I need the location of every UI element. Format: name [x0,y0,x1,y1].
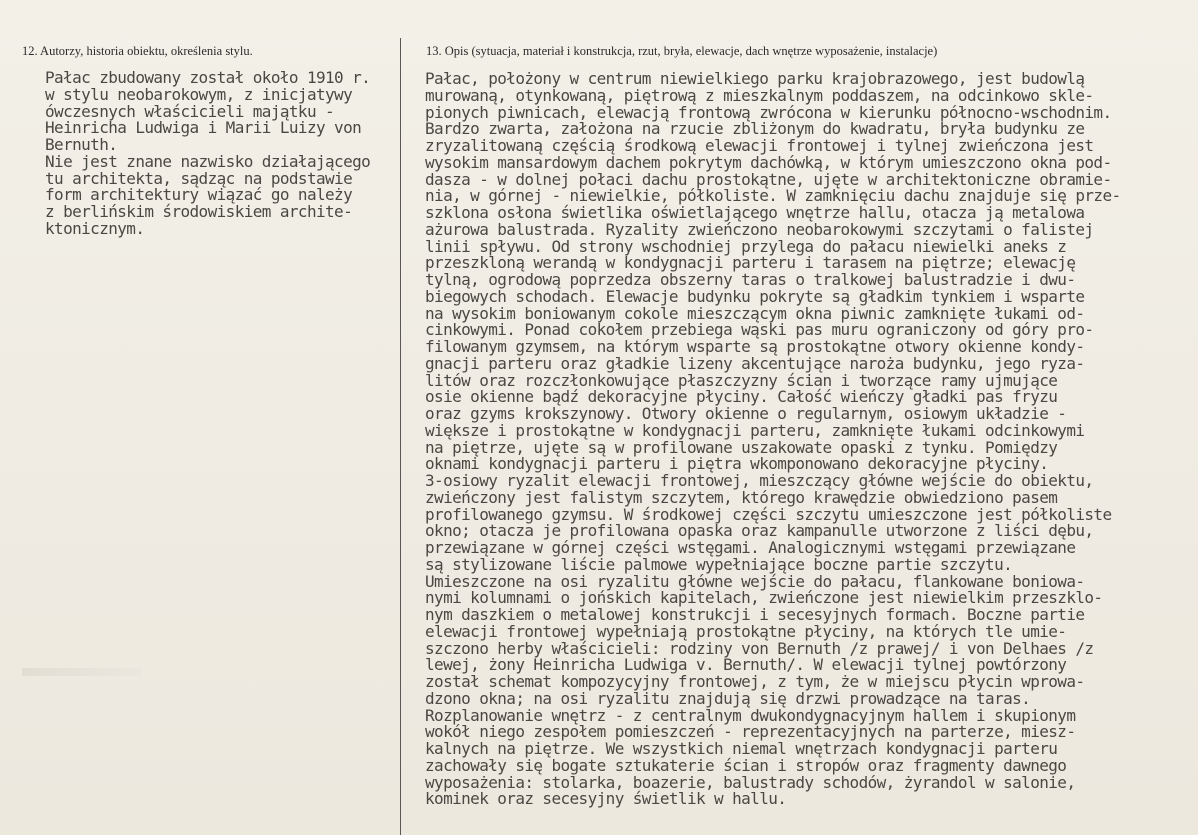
text-line: wokół niego zespołem pomieszczeń - reprezentacyjnych na parterze, miesz- [425,722,1076,742]
text-line: Pałac, położony w centrum niewielkiego parku krajobrazowego, jest budowlą [425,69,1085,88]
text-line: Rozplanowanie wnętrz - z centralnym dwukondygnacyjnym hallem i skupionym [425,705,1076,725]
text-line: osie okienne bądź dekoracyjne płyciny. Całość wieńczy gładki pas fryzu [425,387,1058,407]
text-line: z berlińskim środowiskiem archite- [45,202,353,221]
text-line: Umieszczone na osi ryzalitu główne wejście do pałacu, flankowane boniowa- [425,571,1085,591]
text-line: na piętrze, ujęte są w profilowane uszakowate opaski z tynku. Pomiędzy [425,437,1058,457]
text-line: lewej, żony Heinricha Ludwiga v. Bernuth/. W elewacji tylnej powtórzony [425,655,1067,675]
text-line: zryzalitowaną częścią środkową elewacji frontowej i tylnej zwieńczona jest [425,136,1094,155]
text-line: elewacji frontowej wypełniają prostokątne płyciny, na których tle umie- [425,621,1067,641]
text-line: filowanym gzymsem, na którym wsparte są prostokątne otwory okienne kondy- [425,337,1085,356]
text-line: gnacji parteru oraz gładkie lizeny akcentujące naroża budynku, jego ryza- [425,353,1085,373]
text-line: okno; otacza je profilowana opaska oraz kampanulle utworzone z liści dębu, [425,521,1094,541]
text-line: nymi kolumnami o jońskich kapitelach, zwieńczone jest niewielkim przeszklo- [425,588,1103,608]
text-line: nym daszkiem o metalowej konstrukcji i secesyjnych formach. Boczne partie [425,605,1085,624]
text-line: są stylizowane liście palmowe wypełniające boczne partie szczytu. [425,554,1013,574]
text-line: szczono herby właścicieli: rodziny von Bernuth /z prawej/ i von Delhaes /z [425,638,1094,658]
text-line: przeszkloną werandą w kondygnacji parteru i tarasem na piętrze; elewację [425,253,1076,273]
text-line: ktonicznym. [45,218,145,238]
text-line: Nie jest znane nazwisko działającego [45,151,371,171]
text-line: Bernuth. [45,135,118,154]
text-line: Pałac zbudowany został około 1910 r. [45,68,371,87]
text-line: przewiązane w górnej części wstęgami. Analogicznymi wstęgami przewiązane [425,538,1076,557]
text-line: pionych piwnicach, elewacją frontową zwrócona w kierunku północno-wschodnim. [425,102,1112,122]
text-line: tu architekta, sądząc na podstawie [45,168,353,188]
text-line: zachowały się bogate sztukaterie ścian i stropów oraz fragmenty dawnego [425,755,1067,775]
text-line: dzono okna; na osi ryzalitu znajdują się drzwi prowadzące na taras. [425,688,1031,708]
text-line: Bardzo zwarta, założona na rzucie zbliżonym do kwadratu, bryła budynku ze [425,119,1085,139]
faint-bleed-through-mark [22,668,142,676]
text-line: zwieńczony jest falistym szczytem, którego krawędzie obwiedziono pasem [425,487,1058,507]
text-line: 3-osiowy ryzalit elewacji frontowej, mieszczący główne wejście do obiektu, [425,471,1094,490]
text-line: kalnych na piętrze. We wszystkich niemal wnętrzach kondygnacji parteru [425,739,1058,758]
text-line: w stylu neobarokowym, z inicjatywy [45,84,353,104]
text-line: murowaną, otynkowaną, piętrową z mieszkalnym poddaszem, na odcinkowo skle- [425,85,1094,105]
text-line: linii spływu. Od strony wschodniej przylega do pałacu niewielki aneks z [425,236,1067,256]
text-line: na wysokim boniowanym cokole mieszczącym okna piwnic zamknięte łukami od- [425,303,1085,323]
text-line: większe i prostokątne w kondygnacji parteru, zamknięte łukami odcinkowymi [425,420,1085,440]
text-line: tylną, ogrodową poprzedza obszerny taras o tralkowej balustradzie i dwu- [425,270,1076,289]
section-13-heading: 13. Opis (sytuacja, materiał i konstrukcja, rzut, bryła, elewacje, dach wnętrze wyposażenie, instalacje) [426,44,938,58]
text-line: oraz gzyms krokszynowy. Otwory okienne o regularnym, osiowym układzie - [425,404,1067,423]
column-divider [400,38,401,835]
text-line: wysokim mansardowym dachem pokrytym dachówką, w którym umieszczono okna pod- [425,152,1112,172]
text-line: ówczesnych właścicieli majątku - [45,101,335,121]
section-12-body [45,70,370,238]
text-line: szklona osłona świetlika oświetlającego wnętrze hallu, otacza ją metalowa [425,203,1085,222]
section-12-heading: 12. Autorzy, historia obiektu, określenia stylu. [22,44,253,58]
text-line: został schemat kompozycyjny frontowej, z tym, że w miejscu płycin wprowa- [425,672,1085,691]
text-line: wyposażenia: stolarka, boazerie, balustrady schodów, żyrandol w salonie, [425,772,1076,792]
text-line: litów oraz rozczłonkowujące płaszczyzny ścian i tworzące ramy ujmujące [425,370,1058,390]
text-line: biegowych schodach. Elewacje budynku pokryte są gładkim tynkiem i wsparte [425,286,1085,306]
text-line: oknami kondygnacji parteru i piętra wkomponowano dekoracyjne płyciny. [425,454,1049,474]
text-line: kominek oraz secesyjny świetlik w hallu. [425,789,787,809]
text-line: nia, w górnej - niewielkie, półkoliste. W zamknięciu dachu znajduje się prze- [425,186,1121,206]
text-line: dasza - w dolnej połaci dachu prostokątne, ujęte w architektoniczne obramie- [425,169,1112,189]
text-line: profilowanego gzymsu. W środkowej części szczytu umieszczone jest półkoliste [425,504,1112,524]
text-line: cinkowymi. Ponad cokołem przebiega wąski pas muru ograniczony od góry pro- [425,320,1094,340]
section-13-body [425,71,1121,808]
text-line: Heinricha Ludwiga i Marii Luizy von [45,118,362,138]
text-line: ażurowa balustrada. Ryzality zwieńczono neobarokowymi szczytami o falistej [425,219,1094,239]
text-line: form architektury wiązać go należy [45,185,353,205]
